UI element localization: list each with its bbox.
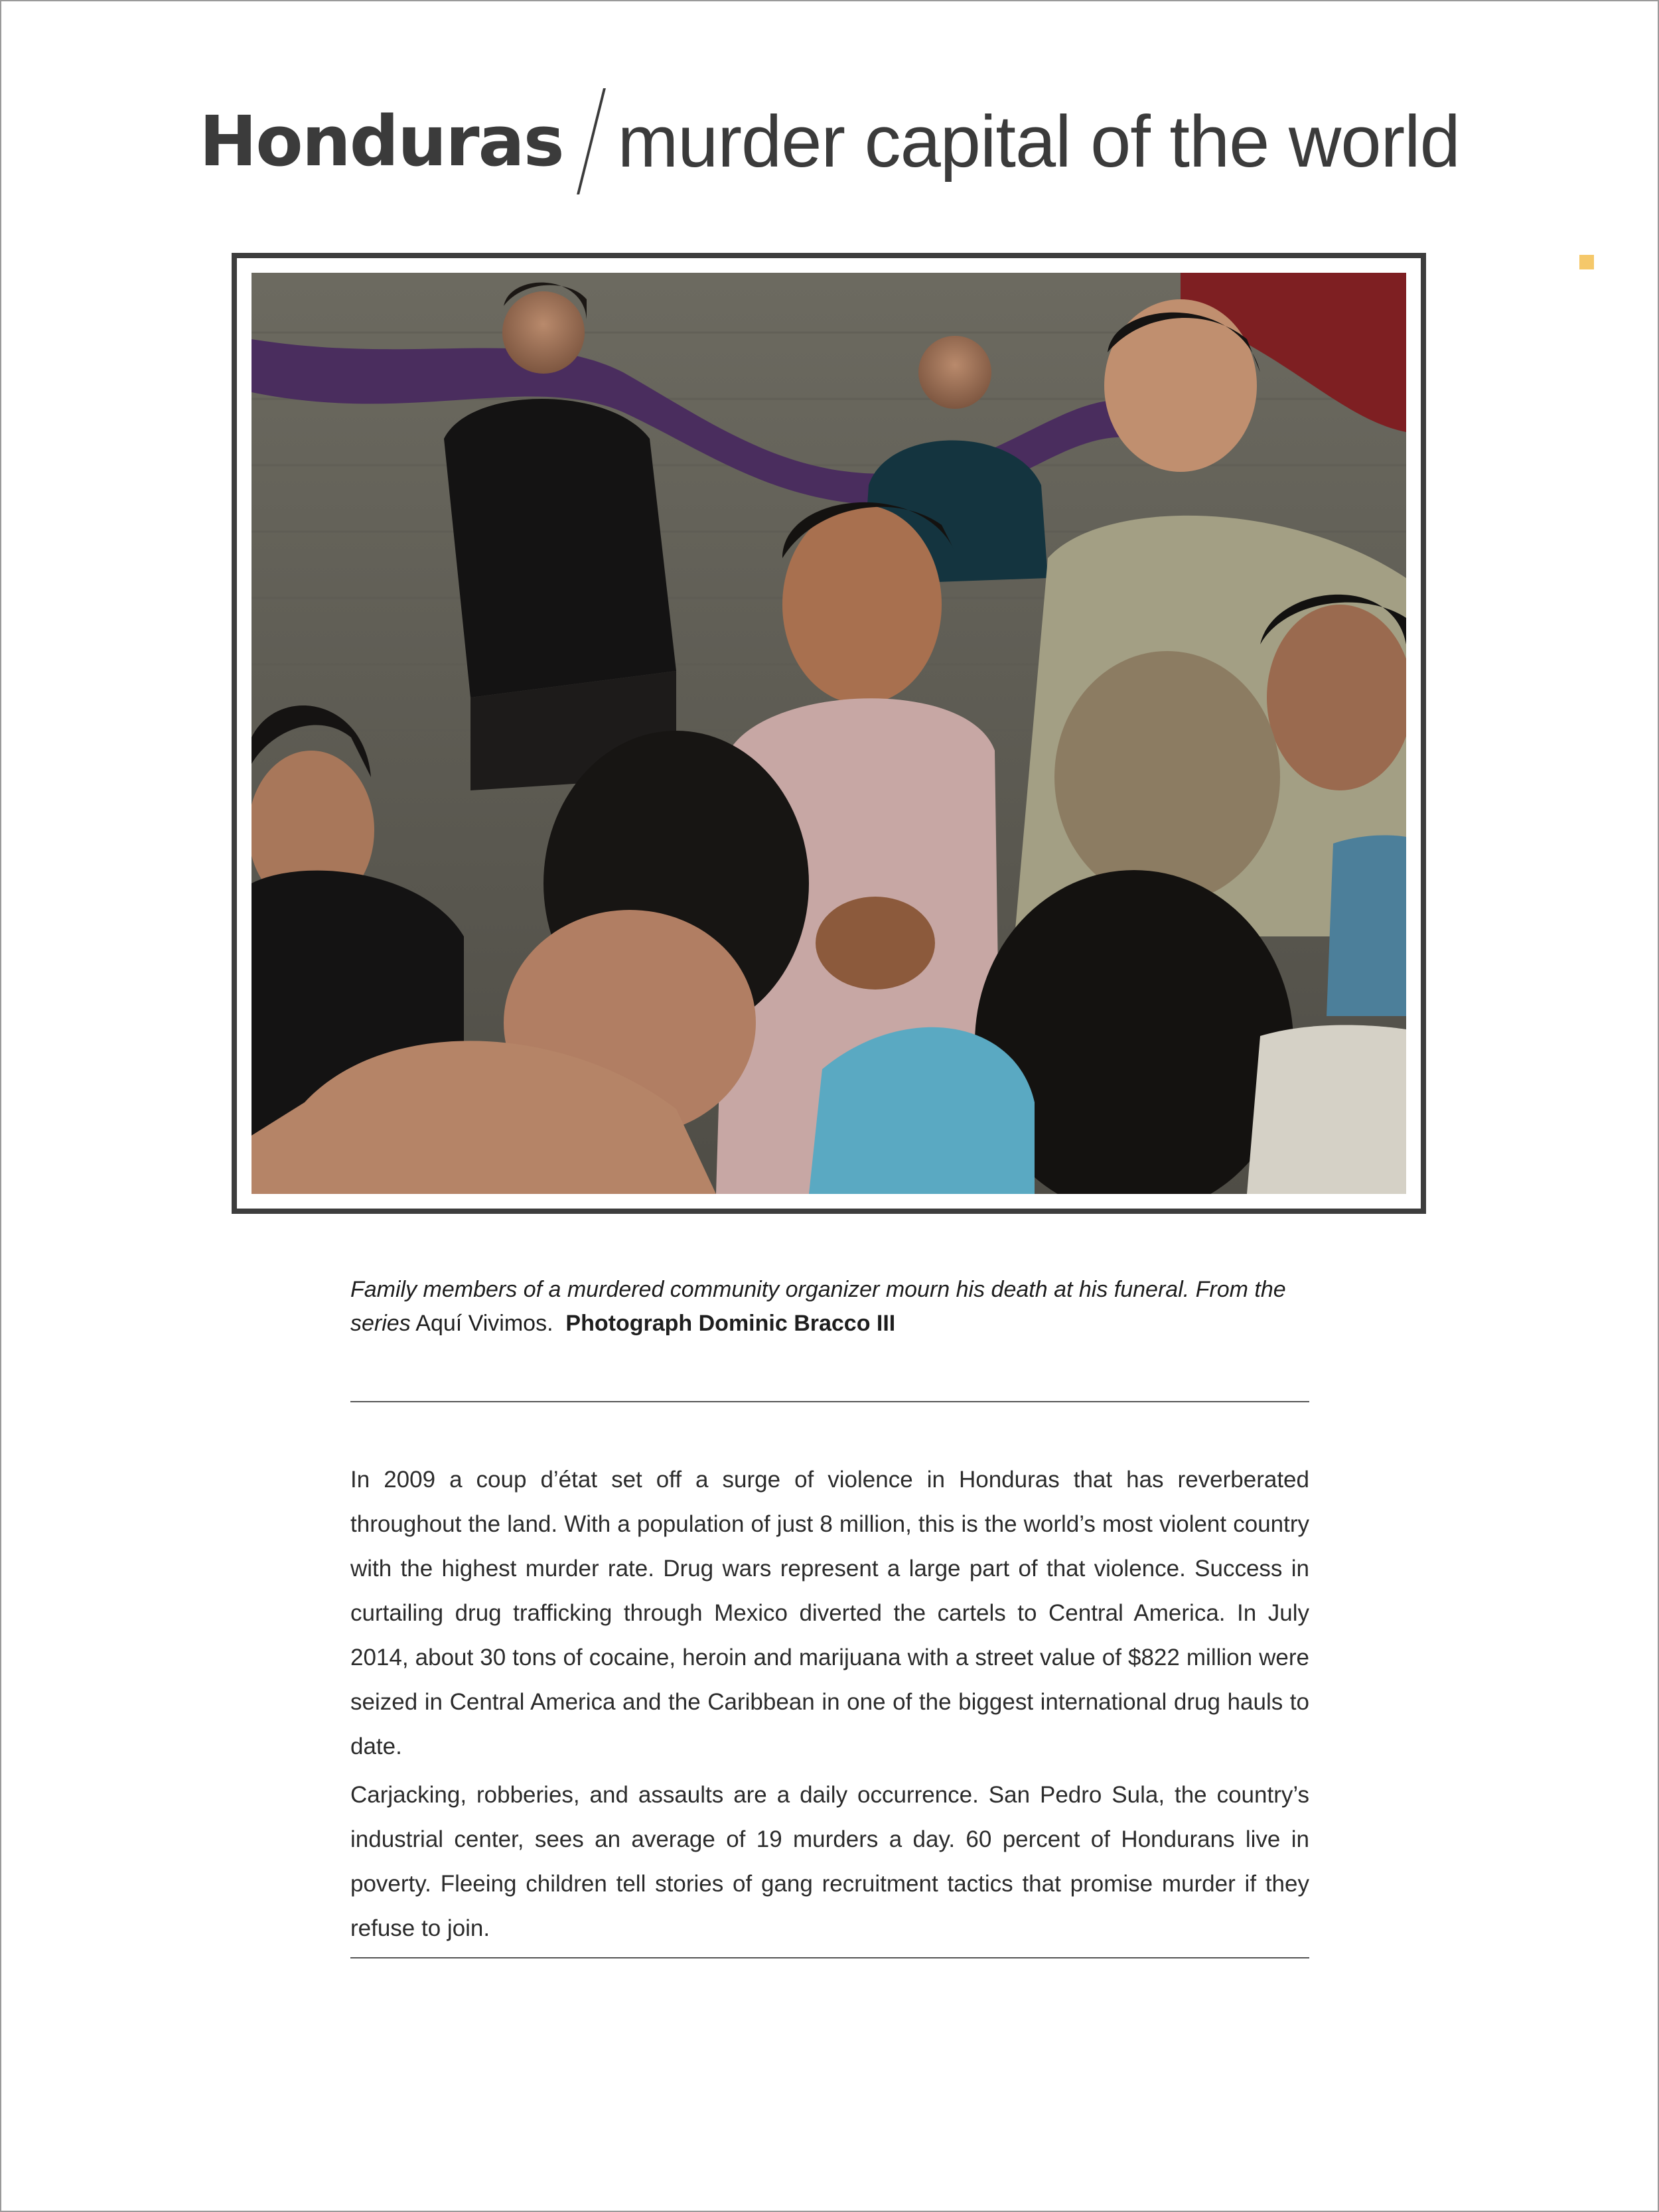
photo-frame bbox=[232, 253, 1426, 1214]
title-sub: murder capital of the world bbox=[617, 100, 1460, 183]
accent-square-marker bbox=[1579, 255, 1594, 269]
body-paragraph-1: In 2009 a coup d’état set off a surge of violence in Honduras that has reverberated throughout the land. With a population of just 8 million, this is the world’s most violent country with the highest murder rate. Drug wars represent a large part of that violence. Success in curtailing drug trafficking through Mexico diverted the cartels to Central America. In July 2014, about 30 tons of cocaine, heroin and marijuana with a street value of $822 million were seized in Central America and the Caribbean in one of the biggest international drug hauls to date. bbox=[350, 1467, 1309, 1759]
body-paragraph-2: Carjacking, robberies, and assaults are a daily occurrence. San Pedro Sula, the country’s industrial center, sees an average of 19 murders a day. 60 percent of Hondurans live in poverty. Fleeing children tell stories of gang recruitment tactics that promise murder if they refuse to join. bbox=[350, 1782, 1309, 1941]
photograph-illustration bbox=[252, 273, 1406, 1194]
divider-top bbox=[350, 1401, 1309, 1402]
title-slash-divider bbox=[577, 88, 606, 194]
divider-bottom bbox=[350, 1957, 1309, 1958]
title-main: Honduras bbox=[199, 101, 563, 182]
caption-series-name: Aquí Vivimos. bbox=[410, 1311, 553, 1336]
photo-caption bbox=[350, 1273, 1309, 1341]
caption-italic-text: Family members of a murdered community organizer mourn his death at his funeral. From the series bbox=[350, 1277, 1286, 1336]
page-title bbox=[0, 85, 1659, 198]
funeral-photograph bbox=[252, 273, 1406, 1194]
photo-credit: Photograph Dominic Bracco III bbox=[565, 1311, 896, 1336]
